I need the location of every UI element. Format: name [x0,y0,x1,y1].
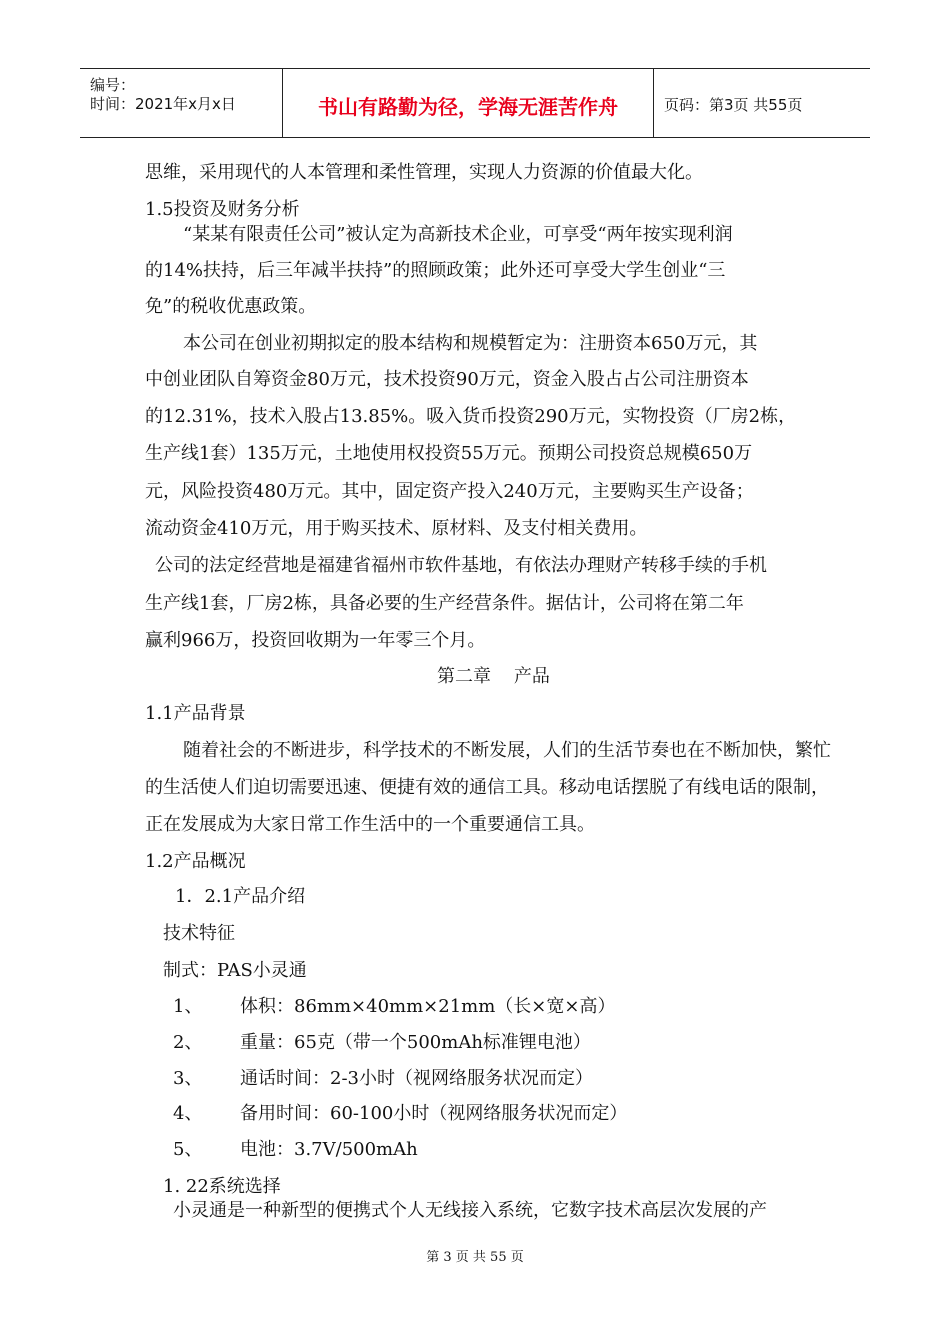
subsection-heading: 1. 22系统选择 [163,1176,281,1197]
list-number: 5、 [173,1139,203,1160]
motto: 书山有路勤为径，学海无涯苦作舟 [318,95,618,119]
header-right-cell [654,69,870,137]
chapter-title: 第二章 产品 [437,666,550,687]
body-line: 免”的税收优惠政策。 [145,296,317,317]
serial-label: 编号： [90,76,136,94]
body-line: 公司的法定经营地是福建省福州市软件基地，有依法办理财产转移手续的手机 [155,555,767,576]
header-left-cell [80,69,280,137]
list-item: 通话时间：2-3小时（视网络服务状况而定） [240,1068,593,1089]
list-item: 电池：3.7V/500mAh [240,1139,418,1160]
body-line: 中创业团队自筹资金80万元，技术投资90万元，资金入股占占公司注册资本 [145,369,749,390]
subsection-heading: 1．2.1产品介绍 [175,886,306,907]
list-item: 备用时间：60-100小时（视网络服务状况而定） [240,1103,628,1124]
list-item: 重量：65克（带一个500mAh标准锂电池） [240,1032,591,1053]
list-item: 体积：86mm×40mm×21mm（长×宽×高） [240,996,616,1017]
header-motto-cell [282,69,654,137]
list-number: 4、 [173,1103,203,1124]
body-line: 小灵通是一种新型的便携式个人无线接入系统，它数字技术高层次发展的产 [173,1200,767,1221]
body-line: 正在发展成为大家日常工作生活中的一个重要通信工具。 [145,814,595,835]
body-line: 随着社会的不断进步，科学技术的不断发展，人们的生活节奏也在不断加快，繁忙 [183,740,831,761]
body-line: 生产线1套）135万元，土地使用权投资55万元。预期公司投资总规模650万 [145,443,753,464]
section-heading: 1.5投资及财务分析 [145,199,300,220]
body-line: 的12.31%，技术入股占13.85%。吸入货币投资290万元，实物投资（厂房2栋， [145,406,797,427]
body-line: 制式：PAS小灵通 [163,960,307,981]
body-line: 本公司在创业初期拟定的股本结构和规模暂定为：注册资本650万元，其 [183,333,758,354]
body-line: 生产线1套，厂房2栋，具备必要的生产经营条件。据估计，公司将在第二年 [145,593,744,614]
list-number: 2、 [173,1032,203,1053]
list-number: 3、 [173,1068,203,1089]
body-line: 元，风险投资480万元。其中，固定资产投入240万元，主要购买生产设备； [145,481,754,502]
body-line: “某某有限责任公司”被认定为高新技术企业，可享受“两年按实现利润 [183,224,733,245]
page-footer: 第 3 页 共 55 页 [426,1250,524,1265]
body-line: 的14%扶持，后三年减半扶持”的照顾政策；此外还可享受大学生创业“三 [145,260,726,281]
header-table [80,68,870,138]
list-number: 1、 [173,996,203,1017]
body-line: 思维，采用现代的人本管理和柔性管理，实现人力资源的价值最大化。 [145,162,703,183]
body-line: 的生活使人们迫切需要迅速、便捷有效的通信工具。移动电话摆脱了有线电话的限制， [145,777,829,798]
section-heading: 1.2产品概况 [145,851,246,872]
date-label: 时间：2021年x月x日 [90,95,236,113]
body-line: 流动资金410万元，用于购买技术、原材料、及支付相关费用。 [145,518,648,539]
section-heading: 1.1产品背景 [145,703,246,724]
body-line: 赢利966万，投资回收期为一年零三个月。 [145,630,486,651]
body-line: 技术特征 [163,923,235,944]
page-info: 页码：第3页 共55页 [664,96,803,114]
